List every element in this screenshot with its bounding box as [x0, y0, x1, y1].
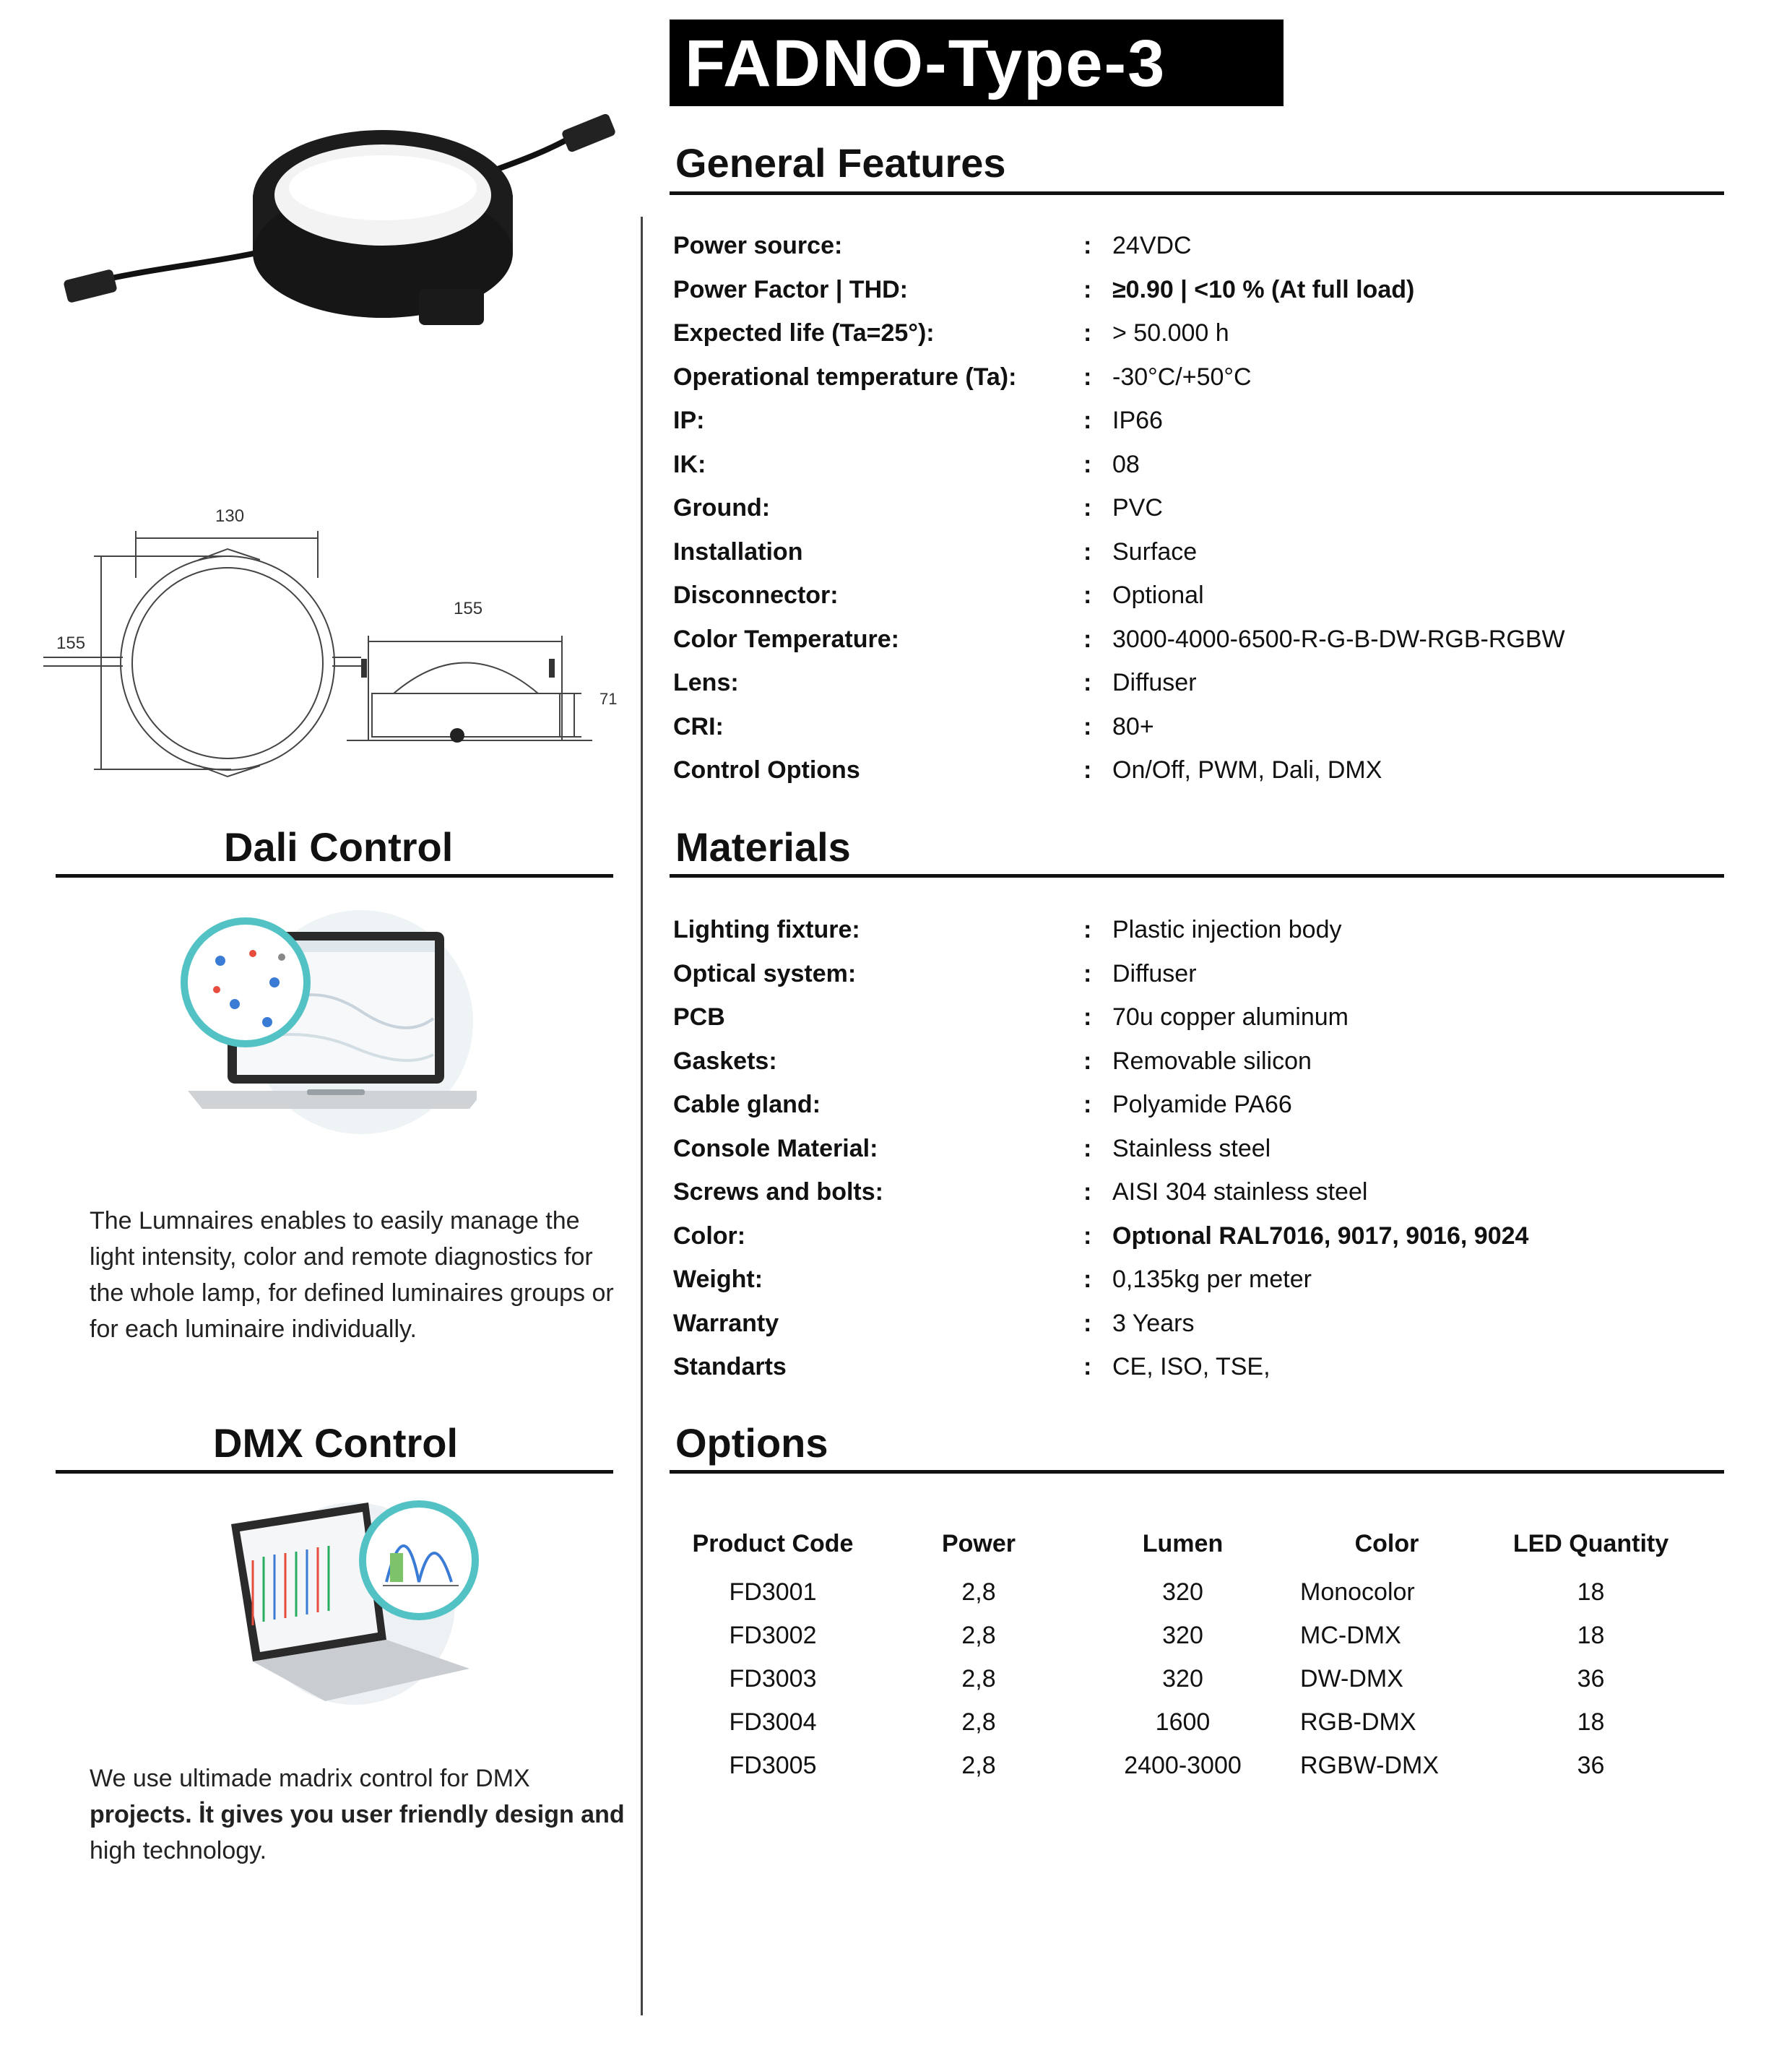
materials-row — [673, 1302, 1728, 1345]
materials-row — [673, 908, 1728, 951]
materials-row-value: 70u copper aluminum — [1112, 1003, 1349, 1031]
dmx-control-rule — [56, 1470, 613, 1474]
general-row-value: > 50.000 h — [1112, 319, 1229, 347]
dmx-text-line-2: projects. İt gives you user friendly design and — [90, 1801, 625, 1828]
materials-row — [673, 1083, 1728, 1126]
general-row-colon: : — [1083, 275, 1092, 303]
general-features-rule — [670, 191, 1724, 195]
general-row-colon: : — [1083, 669, 1092, 696]
column-divider — [641, 217, 643, 2015]
materials-rule — [670, 874, 1724, 878]
general-row — [673, 311, 1728, 355]
materials-row — [673, 1345, 1728, 1388]
materials-row-label: Weight: — [673, 1266, 763, 1293]
cell-product-code: FD3001 — [729, 1578, 817, 1606]
cell-power: 2,8 — [961, 1578, 996, 1606]
general-row-label: Installation — [673, 537, 803, 566]
cell-led-quantity: 18 — [1577, 1621, 1605, 1649]
general-row-label: Disconnector: — [673, 581, 839, 609]
materials-row-label: Console Material: — [673, 1134, 878, 1162]
general-row-label: IP: — [673, 407, 705, 434]
dmx-control-heading: DMX Control — [213, 1420, 459, 1466]
header-product-code: Product Code — [692, 1529, 854, 1557]
general-row-value: Surface — [1112, 537, 1198, 566]
materials-row-colon: : — [1083, 1091, 1092, 1118]
cell-led-quantity: 18 — [1577, 1708, 1605, 1736]
materials-row-value: Optıonal RAL7016, 9017, 9016, 9024 — [1112, 1222, 1529, 1250]
product-image — [43, 101, 636, 340]
header-led-quantity: LED Quantity — [1512, 1529, 1669, 1557]
materials-row — [673, 1170, 1728, 1214]
cell-product-code: FD3005 — [729, 1751, 817, 1779]
general-row-label: Control Options — [673, 756, 860, 784]
general-row-colon: : — [1083, 494, 1092, 522]
materials-row — [673, 995, 1728, 1039]
cell-product-code: FD3004 — [729, 1708, 817, 1736]
cell-color: MC-DMX — [1300, 1621, 1401, 1649]
general-row-value: ≥0.90 | <10 % (At full load) — [1112, 275, 1415, 303]
general-row-colon: : — [1083, 407, 1092, 434]
cell-color: Monocolor — [1300, 1578, 1415, 1606]
dmx-laptop-image — [209, 1495, 498, 1705]
general-row-value: -30°C/+50°C — [1112, 363, 1252, 391]
general-row-value: IP66 — [1112, 407, 1163, 434]
general-row-label: Power source: — [673, 232, 843, 259]
materials-row-colon: : — [1083, 1353, 1092, 1380]
general-row — [673, 618, 1728, 661]
options-table-row — [683, 1657, 1679, 1700]
general-row-colon: : — [1083, 450, 1092, 478]
general-row-colon: : — [1083, 363, 1092, 391]
dali-laptop-image — [173, 903, 477, 1141]
materials-row-label: Gaskets: — [673, 1047, 777, 1075]
options-rule — [670, 1470, 1724, 1474]
technical-drawing — [43, 498, 636, 780]
materials-row-value: Diffuser — [1112, 959, 1197, 987]
options-table — [683, 1517, 1679, 1787]
materials-row-colon: : — [1083, 1134, 1092, 1162]
general-row — [673, 224, 1728, 267]
materials-row-colon: : — [1083, 916, 1092, 943]
materials-row-value: 3 Years — [1112, 1309, 1195, 1337]
materials-row — [673, 1127, 1728, 1170]
general-row-label: Lens: — [673, 669, 739, 696]
header-lumen: Lumen — [1142, 1529, 1224, 1557]
cell-color: RGBW-DMX — [1300, 1751, 1440, 1779]
general-row-value: Diffuser — [1112, 669, 1197, 696]
materials-row — [673, 1039, 1728, 1083]
cell-color: DW-DMX — [1300, 1664, 1403, 1692]
materials-row-label: Lighting fixture: — [673, 916, 860, 943]
materials-row-label: Optical system: — [673, 959, 857, 987]
general-row-label: Operational temperature (Ta): — [673, 363, 1017, 391]
materials-row — [673, 1258, 1728, 1301]
general-row — [673, 574, 1728, 617]
general-row — [673, 268, 1728, 311]
materials-row-value: CE, ISO, TSE, — [1112, 1353, 1271, 1380]
cell-product-code: FD3003 — [729, 1664, 817, 1692]
general-row-value: 24VDC — [1112, 232, 1192, 259]
cell-power: 2,8 — [961, 1664, 996, 1692]
general-row-value: On/Off, PWM, Dali, DMX — [1112, 756, 1382, 784]
general-row — [673, 748, 1728, 792]
general-row-label: IK: — [673, 450, 706, 478]
cell-power: 2,8 — [961, 1751, 996, 1779]
options-table-row — [683, 1570, 1679, 1614]
page-title: FADNO-Type-3 — [685, 27, 1166, 100]
dmx-text-line-3: high technology. — [90, 1837, 267, 1864]
cell-lumen: 320 — [1162, 1664, 1203, 1692]
general-row-colon: : — [1083, 537, 1092, 566]
general-row-colon: : — [1083, 625, 1092, 653]
materials-row-value: AISI 304 stainless steel — [1112, 1178, 1368, 1206]
general-row-colon: : — [1083, 232, 1092, 259]
dali-control-description: The Lumnaires enables to easily manage the light intensity, color and remote diagnostics for the whole lamp, for defined luminaires groups or for each luminaire individually. — [90, 1207, 614, 1343]
cell-color: RGB-DMX — [1300, 1708, 1416, 1736]
general-row-label: CRI: — [673, 712, 724, 740]
cell-led-quantity: 36 — [1577, 1751, 1605, 1779]
general-row-value: PVC — [1112, 494, 1163, 522]
materials-row-colon: : — [1083, 959, 1092, 987]
drawing-height-label: 155 — [56, 634, 86, 653]
cell-product-code: FD3002 — [729, 1621, 817, 1649]
general-row — [673, 705, 1728, 748]
general-row — [673, 486, 1728, 529]
general-row-value: 3000-4000-6500-R-G-B-DW-RGB-RGBW — [1112, 625, 1565, 653]
general-row-label: Ground: — [673, 494, 771, 522]
materials-row-colon: : — [1083, 1309, 1092, 1337]
cell-lumen: 2400-3000 — [1124, 1751, 1242, 1779]
options-table-row — [683, 1700, 1679, 1744]
general-row-label: Expected life (Ta=25°): — [673, 319, 935, 347]
options-table-row — [683, 1744, 1679, 1787]
general-row-colon: : — [1083, 712, 1092, 740]
materials-row-value: 0,135kg per meter — [1112, 1266, 1312, 1293]
cell-power: 2,8 — [961, 1708, 996, 1736]
materials-row-colon: : — [1083, 1222, 1092, 1250]
materials-row — [673, 1214, 1728, 1258]
dali-control-heading: Dali Control — [224, 824, 454, 870]
general-row-value: 08 — [1112, 450, 1140, 478]
header-power: Power — [941, 1529, 1016, 1557]
materials-row — [673, 952, 1728, 995]
cell-lumen: 1600 — [1155, 1708, 1211, 1736]
general-row — [673, 443, 1728, 486]
cell-lumen: 320 — [1162, 1621, 1203, 1649]
materials-row-label: Standarts — [673, 1353, 787, 1380]
cell-led-quantity: 36 — [1577, 1664, 1605, 1692]
materials-row-value: Plastic injection body — [1112, 916, 1342, 943]
materials-row-value: Stainless steel — [1112, 1134, 1271, 1162]
header-color: Color — [1354, 1529, 1419, 1557]
materials-row-colon: : — [1083, 1266, 1092, 1293]
general-features-heading: General Features — [675, 140, 1006, 186]
cell-lumen: 320 — [1162, 1578, 1203, 1606]
materials-row-value: Removable silicon — [1112, 1047, 1312, 1075]
dmx-text-line-1: We use ultimade madrix control for DMX — [90, 1765, 530, 1792]
materials-row-label: Color: — [673, 1222, 746, 1250]
materials-row-value: Polyamide PA66 — [1112, 1091, 1292, 1118]
drawing-side-height-label: 71 — [600, 690, 618, 708]
drawing-side-width-label: 155 — [454, 599, 483, 618]
materials-row-label: Screws and bolts: — [673, 1178, 883, 1206]
general-row — [673, 530, 1728, 574]
general-row-value: Optional — [1112, 581, 1204, 609]
cell-led-quantity: 18 — [1577, 1578, 1605, 1606]
materials-row-label: Warranty — [673, 1309, 779, 1337]
options-heading: Options — [675, 1420, 828, 1466]
drawing-width-label: 130 — [215, 506, 245, 526]
general-row — [673, 661, 1728, 704]
general-row-colon: : — [1083, 756, 1092, 784]
general-row — [673, 399, 1728, 442]
general-row — [673, 355, 1728, 399]
options-table-row — [683, 1614, 1679, 1657]
materials-heading: Materials — [675, 824, 851, 870]
general-row-colon: : — [1083, 581, 1092, 609]
general-row-colon: : — [1083, 319, 1092, 347]
general-row-label: Power Factor | THD: — [673, 275, 908, 303]
options-header-row — [683, 1517, 1679, 1570]
materials-row-colon: : — [1083, 1047, 1092, 1075]
materials-row-label: Cable gland: — [673, 1091, 821, 1118]
materials-row-colon: : — [1083, 1178, 1092, 1206]
materials-row-label: PCB — [673, 1003, 725, 1031]
dali-control-rule — [56, 874, 613, 878]
general-row-value: 80+ — [1112, 712, 1154, 740]
dmx-control-description — [90, 1760, 639, 1869]
cell-power: 2,8 — [961, 1621, 996, 1649]
materials-row-colon: : — [1083, 1003, 1092, 1031]
general-row-label: Color Temperature: — [673, 625, 899, 653]
